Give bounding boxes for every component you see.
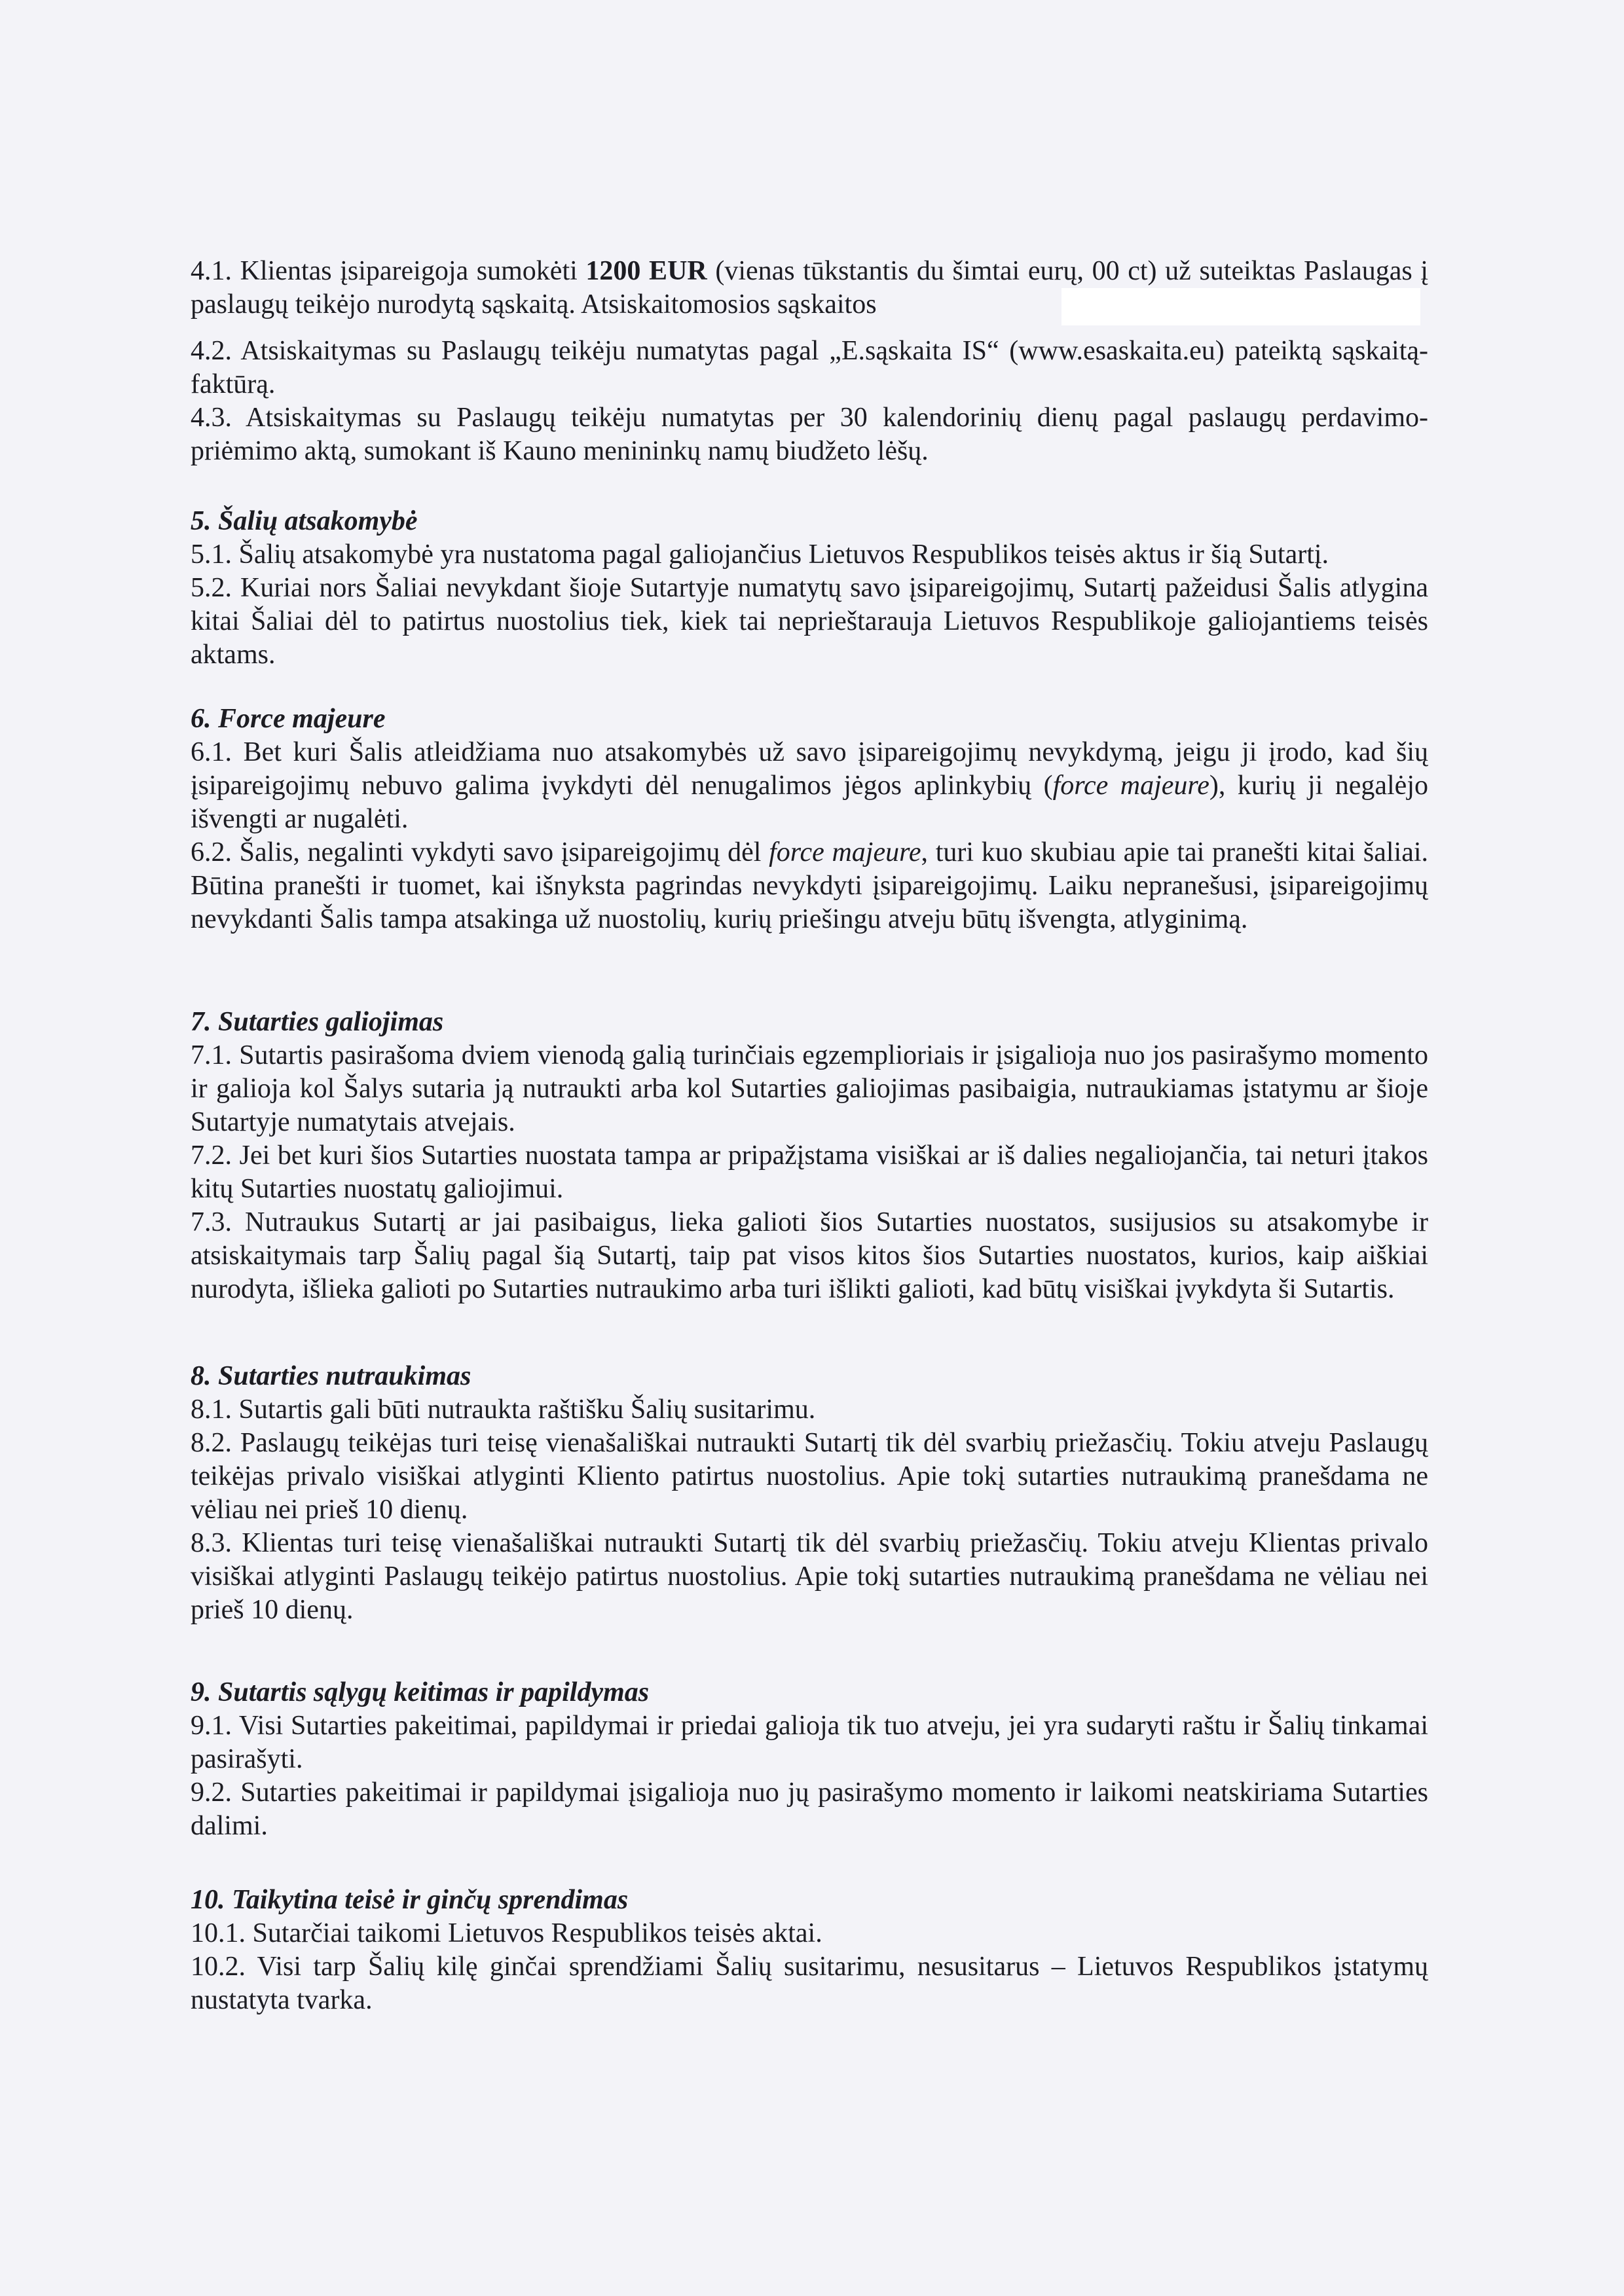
- clause-4-2: 4.2. Atsiskaitymas su Paslaugų teikėju numatytas pagal „E.sąskaita IS“ (www.esaskaita.eu) pateiktą sąskaitą-faktūrą.: [191, 336, 1428, 399]
- section-validity: [191, 1006, 1428, 1306]
- section-title: 7. Sutarties galiojimas: [191, 1007, 444, 1037]
- clause-9-2: 9.2. Sutarties pakeitimai ir papildymai įsigalioja nuo jų pasirašymo momento ir laikomi neatskiriama Sutarties dalimi.: [191, 1777, 1428, 1841]
- amount: 1200 EUR: [585, 256, 707, 286]
- clause-8-1: 8.1. Sutartis gali būti nutraukta raštišku Šalių susitarimu.: [191, 1394, 816, 1425]
- clause-7-3: 7.3. Nutraukus Sutartį ar jai pasibaigus, lieka galioti šios Sutarties nuostatos, susijusios su atsakomybe ir atsiskaitymais tarp Šalių pagal šią Sutartį, taip pat visos kitos šios Sutarties nuostatos, kurios, kaip aiškiai nurodyta, išlieka galioti po Sutarties nutraukimo arba turi išlikti galioti, kad būtų visiškai įvykdyta ši Sutartis.: [191, 1207, 1428, 1304]
- section-liability: [191, 505, 1428, 672]
- section-title: 9. Sutartis sąlygų keitimas ir papildymas: [191, 1677, 650, 1707]
- clause-5-1: 5.1. Šalių atsakomybė yra nustatoma pagal galiojančius Lietuvos Respublikos teisės aktus ir šią Sutartį.: [191, 539, 1329, 570]
- clause-6-2: 6.2. Šalis, negalinti vykdyti savo įsipareigojimų dėl force majeure, turi kuo skubiau apie tai pranešti kitai šaliai. Būtina pranešti ir tuomet, kai išnyksta pagrindas nevykdyti įsipareigojimų. Laiku nepranešusi, įsipareigojimų nevykdanti Šalis tampa atsakinga už nuostolių, kurių priešingu atveju būtų išvengta, atlyginimą.: [191, 837, 1429, 934]
- section-title: 6. Force majeure: [191, 704, 386, 734]
- section-force-majeure: [191, 702, 1428, 936]
- clause-7-1: 7.1. Sutartis pasirašoma dviem vienodą galią turinčiais egzemplioriais ir įsigalioja nuo jos pasirašymo momento ir galioja kol Šalys sutaria ją nutraukti arba kol Sutarties galiojimas pasibaigia, nutraukiamas įstatymu ar šioje Sutartyje numatytais atvejais.: [191, 1040, 1428, 1137]
- clause-6-1: 6.1. Bet kuri Šalis atleidžiama nuo atsakomybės už savo įsipareigojimų nevykdymą, jeigu ji įrodo, kad šių įsipareigojimų nebuvo galima įvykdyti dėl nenugalimos jėgos aplinkybių (force majeure), kurių ji negalėjo išvengti ar nugalėti.: [191, 737, 1428, 834]
- section-title: 5. Šalių atsakomybė: [191, 506, 418, 536]
- clause-10-2: 10.2. Visi tarp Šalių kilę ginčai sprendžiami Šalių susitarimu, nesusitarus – Lietuvos Respublikos įstatymų nustatyta tvarka.: [191, 1952, 1428, 2015]
- redacted-account-box: [1061, 288, 1420, 325]
- section-payment: [191, 255, 1428, 468]
- clause-4-1: 4.1. Klientas įsipareigoja sumokėti 1200 EUR (vienas tūkstantis du šimtai eurų, 00 ct) už suteiktas Paslaugas į paslaugų teikėjo nurodytą sąskaitą. Atsiskaitomosios sąskaitos: [191, 256, 1428, 319]
- clause-4-3: 4.3. Atsiskaitymas su Paslaugų teikėju numatytas per 30 kalendorinių dienų pagal paslaugų perdavimo-priėmimo aktą, sumokant iš Kauno menininkų namų biudžeto lėšų.: [191, 403, 1428, 466]
- section-title: 10. Taikytina teisė ir ginčų sprendimas: [191, 1885, 629, 1915]
- section-title: 8. Sutarties nutraukimas: [191, 1361, 471, 1391]
- section-amendments: [191, 1676, 1428, 1843]
- clause-8-3: 8.3. Klientas turi teisę vienašališkai nutraukti Sutartį tik dėl svarbių priežasčių. Tokiu atveju Klientas privalo visiškai atlyginti Paslaugų teikėjo patirtus nuostolius. Apie tokį sutarties nutraukimą pranešdama ne vėliau nei prieš 10 dienų.: [191, 1528, 1428, 1625]
- clause-5-2: 5.2. Kuriai nors Šaliai nevykdant šioje Sutartyje numatytų savo įsipareigojimų, Sutartį pažeidusi Šalis atlygina kitai Šaliai dėl to patirtus nuostolius tiek, kiek tai neprieštarauja Lietuvos Respublikoje galiojantiems teisės aktams.: [191, 573, 1428, 670]
- clause-8-2: 8.2. Paslaugų teikėjas turi teisę vienašališkai nutraukti Sutartį tik dėl svarbių priežasčių. Tokiu atveju Paslaugų teikėjas privalo visiškai atlyginti Kliento patirtus nuostolius. Apie tokį sutarties nutraukimą pranešdama ne vėliau nei prieš 10 dienų.: [191, 1428, 1428, 1525]
- section-governing-law: [191, 1884, 1428, 2017]
- clause-7-2: 7.2. Jei bet kuri šios Sutarties nuostata tampa ar pripažįstama visiškai ar iš dalies negaliojančia, tai neturi įtakos kitų Sutarties nuostatų galiojimui.: [191, 1140, 1428, 1204]
- clause-9-1: 9.1. Visi Sutarties pakeitimai, papildymai ir priedai galioja tik tuo atveju, jei yra sudaryti raštu ir Šalių tinkamai pasirašyti.: [191, 1711, 1428, 1774]
- clause-10-1: 10.1. Sutarčiai taikomi Lietuvos Respublikos teisės aktai.: [191, 1918, 822, 1948]
- section-termination: [191, 1360, 1428, 1627]
